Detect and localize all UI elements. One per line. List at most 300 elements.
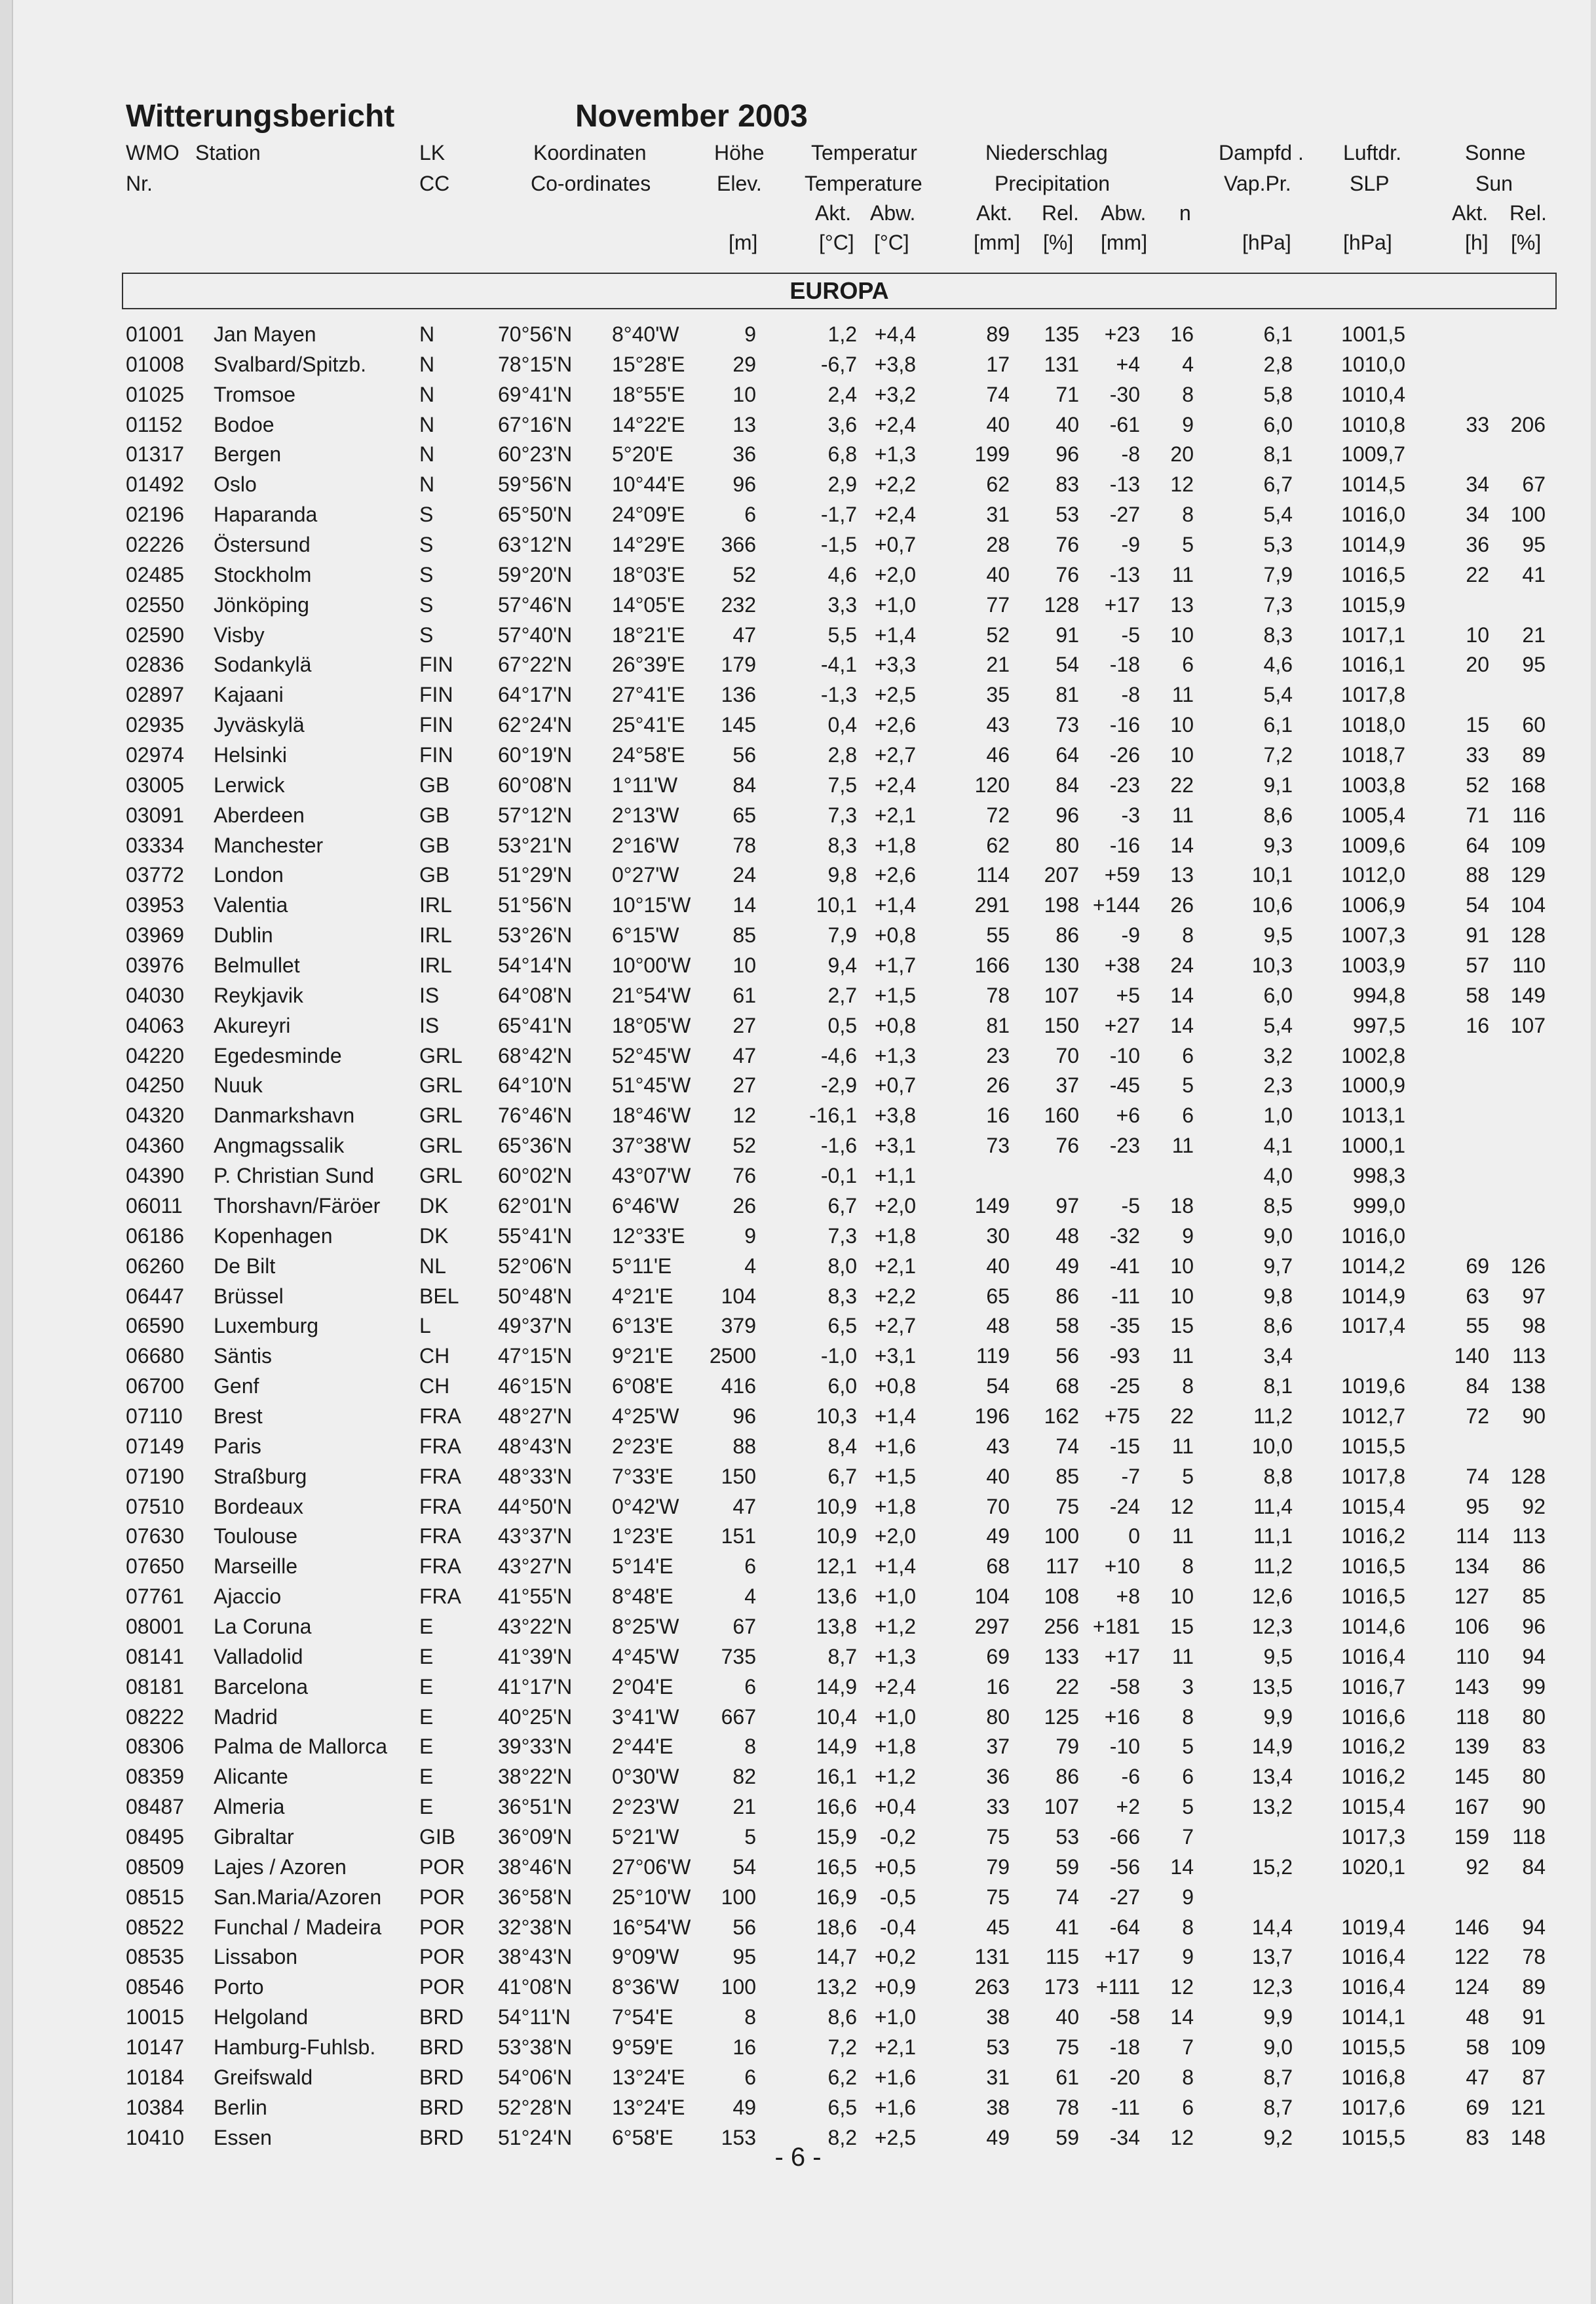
sea-level-pressure-cell: 1014,9 bbox=[1341, 533, 1405, 557]
elevation-cell: 54 bbox=[732, 1854, 756, 1879]
table-row bbox=[0, 978, 1596, 1008]
temp-deviation-cell: -0,5 bbox=[879, 1885, 916, 1909]
sunshine-relative-cell: 118 bbox=[1511, 1824, 1546, 1849]
country-code-cell: E bbox=[419, 1704, 434, 1729]
latitude-cell: 38°46'N bbox=[498, 1854, 573, 1879]
elevation-cell: 29 bbox=[732, 352, 756, 376]
vapour-pressure-cell: 11,1 bbox=[1253, 1524, 1293, 1548]
wmo-number-cell: 07149 bbox=[126, 1434, 184, 1458]
temp-actual-cell: 13,8 bbox=[816, 1614, 857, 1638]
station-name-cell: Berlin bbox=[214, 2095, 267, 2119]
precip-relative-cell: 83 bbox=[1055, 472, 1079, 497]
longitude-cell: 6°15'W bbox=[612, 923, 679, 948]
sunshine-relative-cell: 80 bbox=[1522, 1704, 1546, 1729]
temp-deviation-cell: +1,7 bbox=[874, 953, 916, 978]
temp-deviation-cell: +2,0 bbox=[874, 562, 916, 586]
precip-actual-cell: 55 bbox=[986, 923, 1010, 948]
sunshine-relative-cell: 96 bbox=[1522, 1614, 1546, 1638]
elevation-cell: 153 bbox=[721, 2125, 756, 2149]
country-code-cell: N bbox=[419, 442, 435, 467]
precip-days-cell: 8 bbox=[1182, 1915, 1194, 1939]
precip-actual-cell: 40 bbox=[986, 1254, 1010, 1278]
sunshine-hours-cell: 167 bbox=[1454, 1795, 1489, 1819]
temp-actual-cell: 6,5 bbox=[827, 2095, 857, 2119]
temp-deviation-cell: +2,7 bbox=[874, 1314, 916, 1338]
latitude-cell: 43°27'N bbox=[498, 1554, 573, 1579]
vapour-pressure-cell: 9,3 bbox=[1263, 833, 1293, 857]
sunshine-relative-cell: 98 bbox=[1522, 1314, 1546, 1338]
precip-days-cell: 6 bbox=[1182, 653, 1194, 677]
precip-relative-cell: 76 bbox=[1055, 1134, 1079, 1158]
header-koordinaten: Koordinaten bbox=[533, 141, 647, 164]
vapour-pressure-cell: 1,0 bbox=[1263, 1104, 1293, 1128]
header-slp-unit: [hPa] bbox=[1343, 231, 1392, 254]
precip-relative-cell: 78 bbox=[1055, 2095, 1079, 2119]
station-name-cell: Kopenhagen bbox=[214, 1223, 333, 1248]
sunshine-relative-cell: 80 bbox=[1522, 1765, 1546, 1789]
sunshine-hours-cell: 139 bbox=[1454, 1735, 1489, 1759]
precip-actual-cell: 68 bbox=[986, 1554, 1010, 1579]
precip-days-cell: 10 bbox=[1170, 1284, 1194, 1308]
longitude-cell: 8°40'W bbox=[612, 322, 679, 346]
precip-relative-cell: 130 bbox=[1044, 953, 1079, 978]
header-temp-akt: Akt. bbox=[815, 201, 852, 225]
station-name-cell: Egedesminde bbox=[214, 1043, 342, 1067]
precip-actual-cell: 114 bbox=[976, 863, 1010, 887]
sunshine-hours-cell: 134 bbox=[1454, 1554, 1489, 1579]
temp-deviation-cell: +1,1 bbox=[874, 1164, 916, 1188]
precip-days-cell: 6 bbox=[1182, 1104, 1194, 1128]
station-name-cell: Gibraltar bbox=[214, 1824, 294, 1849]
sea-level-pressure-cell: 1009,7 bbox=[1341, 442, 1405, 467]
latitude-cell: 60°19'N bbox=[498, 743, 573, 767]
sunshine-relative-cell: 95 bbox=[1522, 533, 1546, 557]
elevation-cell: 416 bbox=[721, 1374, 756, 1398]
elevation-cell: 9 bbox=[744, 1223, 756, 1248]
precip-actual-cell: 31 bbox=[986, 2065, 1010, 2089]
latitude-cell: 50°48'N bbox=[498, 1284, 573, 1308]
sea-level-pressure-cell: 1016,5 bbox=[1341, 1554, 1405, 1579]
temp-actual-cell: 14,9 bbox=[816, 1674, 857, 1699]
temp-actual-cell: -1,7 bbox=[820, 503, 857, 527]
vapour-pressure-cell: 4,6 bbox=[1263, 653, 1293, 677]
elevation-cell: 76 bbox=[732, 1164, 756, 1188]
precip-days-cell: 9 bbox=[1182, 1945, 1194, 1969]
station-name-cell: Greifswald bbox=[214, 2065, 313, 2089]
wmo-number-cell: 04250 bbox=[126, 1073, 184, 1098]
sunshine-hours-cell: 34 bbox=[1466, 503, 1489, 527]
station-name-cell: San.Maria/Azoren bbox=[214, 1885, 382, 1909]
longitude-cell: 27°41'E bbox=[612, 683, 685, 707]
country-code-cell: N bbox=[419, 322, 435, 346]
report-month: November 2003 bbox=[575, 99, 808, 134]
station-name-cell: Lissabon bbox=[214, 1945, 298, 1969]
table-row bbox=[0, 1159, 1596, 1189]
temp-deviation-cell: +2,2 bbox=[874, 1284, 916, 1308]
elevation-cell: 61 bbox=[732, 983, 756, 1007]
sunshine-relative-cell: 84 bbox=[1522, 1854, 1546, 1879]
precip-actual-cell: 38 bbox=[986, 2005, 1010, 2029]
precip-deviation-cell: +27 bbox=[1104, 1013, 1140, 1037]
station-name-cell: Akureyri bbox=[214, 1013, 291, 1037]
station-name-cell: Säntis bbox=[214, 1344, 272, 1368]
temp-deviation-cell: +1,4 bbox=[874, 893, 916, 917]
precip-deviation-cell: +23 bbox=[1104, 322, 1140, 346]
station-name-cell: Barcelona bbox=[214, 1674, 309, 1699]
table-row bbox=[0, 1459, 1596, 1489]
station-name-cell: Stockholm bbox=[214, 562, 312, 586]
temp-deviation-cell: +0,5 bbox=[874, 1854, 916, 1879]
precip-deviation-cell: +4 bbox=[1116, 352, 1140, 376]
station-name-cell: Helsinki bbox=[214, 743, 288, 767]
table-row bbox=[0, 1279, 1596, 1309]
precip-actual-cell: 17 bbox=[986, 352, 1010, 376]
longitude-cell: 7°54'E bbox=[612, 2005, 674, 2029]
table-row bbox=[0, 1759, 1596, 1790]
latitude-cell: 48°33'N bbox=[498, 1464, 573, 1488]
longitude-cell: 2°44'E bbox=[612, 1735, 674, 1759]
temp-deviation-cell: +1,0 bbox=[874, 1704, 916, 1729]
latitude-cell: 55°41'N bbox=[498, 1223, 573, 1248]
precip-days-cell: 9 bbox=[1182, 412, 1194, 436]
temp-deviation-cell: +1,0 bbox=[874, 1584, 916, 1609]
sea-level-pressure-cell: 1018,7 bbox=[1341, 743, 1405, 767]
table-row bbox=[0, 1549, 1596, 1579]
vapour-pressure-cell: 9,0 bbox=[1263, 1223, 1293, 1248]
station-name-cell: Toulouse bbox=[214, 1524, 298, 1548]
wmo-number-cell: 03953 bbox=[126, 893, 184, 917]
temp-actual-cell: -0,1 bbox=[820, 1164, 857, 1188]
header-prec-unit-abw: [mm] bbox=[1101, 231, 1148, 254]
precip-days-cell: 14 bbox=[1170, 1854, 1194, 1879]
sea-level-pressure-cell: 1006,9 bbox=[1341, 893, 1405, 917]
wmo-number-cell: 07510 bbox=[126, 1494, 184, 1518]
sunshine-relative-cell: 168 bbox=[1510, 773, 1546, 797]
station-name-cell: Funchal / Madeira bbox=[214, 1915, 382, 1939]
longitude-cell: 51°45'W bbox=[612, 1073, 691, 1098]
vapour-pressure-cell: 10,1 bbox=[1251, 863, 1293, 887]
wmo-number-cell: 04220 bbox=[126, 1043, 184, 1067]
precip-deviation-cell: -3 bbox=[1121, 803, 1140, 827]
sunshine-relative-cell: 89 bbox=[1522, 743, 1546, 767]
wmo-number-cell: 08306 bbox=[126, 1735, 184, 1759]
longitude-cell: 12°33'E bbox=[612, 1223, 685, 1248]
precip-days-cell: 12 bbox=[1170, 2125, 1194, 2149]
precip-deviation-cell: -5 bbox=[1121, 1193, 1140, 1218]
sunshine-relative-cell: 138 bbox=[1510, 1374, 1546, 1398]
precip-deviation-cell: +16 bbox=[1104, 1704, 1140, 1729]
longitude-cell: 13°24'E bbox=[612, 2065, 685, 2089]
sunshine-relative-cell: 67 bbox=[1522, 472, 1546, 497]
latitude-cell: 67°16'N bbox=[498, 412, 573, 436]
sunshine-hours-cell: 127 bbox=[1454, 1584, 1489, 1609]
precip-days-cell: 11 bbox=[1171, 803, 1194, 827]
longitude-cell: 15°28'E bbox=[612, 352, 685, 376]
elevation-cell: 78 bbox=[732, 833, 756, 857]
wmo-number-cell: 08535 bbox=[126, 1945, 184, 1969]
temp-actual-cell: 14,7 bbox=[816, 1945, 857, 1969]
wmo-number-cell: 02196 bbox=[126, 503, 184, 527]
header-temp-unit-abw: [°C] bbox=[874, 231, 909, 254]
sea-level-pressure-cell: 1017,1 bbox=[1341, 623, 1405, 647]
precip-deviation-cell: -26 bbox=[1109, 743, 1140, 767]
temp-actual-cell: 10,3 bbox=[816, 1404, 857, 1428]
precip-relative-cell: 79 bbox=[1055, 1735, 1079, 1759]
temp-actual-cell: 16,5 bbox=[816, 1854, 857, 1879]
precip-days-cell: 9 bbox=[1182, 1223, 1194, 1248]
station-table bbox=[0, 317, 1596, 2150]
sunshine-hours-cell: 145 bbox=[1454, 1765, 1489, 1789]
longitude-cell: 3°41'W bbox=[612, 1704, 679, 1729]
precip-deviation-cell: -23 bbox=[1109, 773, 1140, 797]
country-code-cell: FIN bbox=[419, 683, 453, 707]
temp-actual-cell: 10,1 bbox=[816, 893, 857, 917]
sea-level-pressure-cell: 1010,4 bbox=[1341, 382, 1405, 406]
station-name-cell: Belmullet bbox=[214, 953, 300, 978]
temp-deviation-cell: +1,0 bbox=[874, 2005, 916, 2029]
precip-relative-cell: 96 bbox=[1055, 803, 1079, 827]
vapour-pressure-cell: 9,1 bbox=[1263, 773, 1293, 797]
precip-actual-cell: 263 bbox=[974, 1975, 1010, 1999]
temp-actual-cell: 8,7 bbox=[827, 1644, 857, 1668]
temp-deviation-cell: +2,6 bbox=[874, 713, 916, 737]
precip-actual-cell: 79 bbox=[986, 1854, 1010, 1879]
precip-actual-cell: 297 bbox=[974, 1614, 1010, 1638]
elevation-cell: 84 bbox=[732, 773, 756, 797]
precip-relative-cell: 207 bbox=[1044, 863, 1079, 887]
precip-relative-cell: 150 bbox=[1044, 1013, 1079, 1037]
precip-actual-cell: 40 bbox=[986, 562, 1010, 586]
temp-actual-cell: 1,2 bbox=[827, 322, 857, 346]
sunshine-relative-cell: 128 bbox=[1510, 923, 1546, 948]
precip-actual-cell: 69 bbox=[986, 1644, 1010, 1668]
longitude-cell: 25°41'E bbox=[612, 713, 685, 737]
sunshine-hours-cell: 92 bbox=[1466, 1854, 1489, 1879]
table-row bbox=[0, 1910, 1596, 1940]
header-prec-abw: Abw. bbox=[1101, 201, 1147, 225]
sea-level-pressure-cell: 1012,7 bbox=[1341, 1404, 1405, 1428]
precip-deviation-cell: +17 bbox=[1104, 592, 1140, 617]
wmo-number-cell: 01492 bbox=[126, 472, 184, 497]
vapour-pressure-cell: 8,8 bbox=[1263, 1464, 1293, 1488]
station-name-cell: Madrid bbox=[214, 1704, 278, 1729]
elevation-cell: 24 bbox=[732, 863, 756, 887]
longitude-cell: 10°44'E bbox=[612, 472, 685, 497]
vapour-pressure-cell: 5,4 bbox=[1263, 503, 1293, 527]
sea-level-pressure-cell: 1015,9 bbox=[1341, 592, 1405, 617]
precip-actual-cell: 149 bbox=[974, 1193, 1010, 1218]
temp-deviation-cell: +3,8 bbox=[874, 1104, 916, 1128]
vapour-pressure-cell: 3,2 bbox=[1263, 1043, 1293, 1067]
country-code-cell: E bbox=[419, 1644, 434, 1668]
longitude-cell: 7°33'E bbox=[612, 1464, 674, 1488]
precip-deviation-cell: -45 bbox=[1109, 1073, 1140, 1098]
elevation-cell: 96 bbox=[732, 1404, 756, 1428]
precip-relative-cell: 107 bbox=[1044, 1795, 1079, 1819]
sunshine-relative-cell: 107 bbox=[1510, 1013, 1546, 1037]
vapour-pressure-cell: 7,9 bbox=[1263, 562, 1293, 586]
temp-actual-cell: 3,6 bbox=[827, 412, 857, 436]
sea-level-pressure-cell: 1003,9 bbox=[1341, 953, 1405, 978]
elevation-cell: 65 bbox=[732, 803, 756, 827]
wmo-number-cell: 02974 bbox=[126, 743, 184, 767]
temp-actual-cell: -1,5 bbox=[820, 533, 857, 557]
longitude-cell: 1°11'W bbox=[612, 773, 678, 797]
sea-level-pressure-cell: 994,8 bbox=[1352, 983, 1405, 1007]
elevation-cell: 10 bbox=[732, 953, 756, 978]
latitude-cell: 41°17'N bbox=[498, 1674, 573, 1699]
station-name-cell: Thorshavn/Färöer bbox=[214, 1193, 381, 1218]
precip-deviation-cell: +75 bbox=[1104, 1404, 1140, 1428]
temp-deviation-cell: +3,1 bbox=[874, 1134, 916, 1158]
latitude-cell: 41°08'N bbox=[498, 1975, 573, 1999]
header-hoehe: Höhe bbox=[714, 141, 765, 164]
longitude-cell: 14°29'E bbox=[612, 533, 685, 557]
sunshine-relative-cell: 100 bbox=[1510, 503, 1546, 527]
header-niederschlag: Niederschlag bbox=[985, 141, 1108, 164]
elevation-cell: 100 bbox=[721, 1975, 756, 1999]
station-name-cell: Porto bbox=[214, 1975, 264, 1999]
precip-actual-cell: 70 bbox=[986, 1494, 1010, 1518]
header-sun-akt: Akt. bbox=[1452, 201, 1489, 225]
latitude-cell: 38°43'N bbox=[498, 1945, 573, 1969]
temp-actual-cell: 9,8 bbox=[827, 863, 857, 887]
precip-relative-cell: 53 bbox=[1055, 1824, 1079, 1849]
vapour-pressure-cell: 12,6 bbox=[1251, 1584, 1293, 1609]
country-code-cell: IS bbox=[419, 1013, 440, 1037]
temp-actual-cell: 7,2 bbox=[827, 2035, 857, 2059]
precip-actual-cell: 16 bbox=[986, 1104, 1010, 1128]
station-name-cell: Hamburg-Fuhlsb. bbox=[214, 2035, 376, 2059]
temp-actual-cell: 13,2 bbox=[816, 1975, 857, 1999]
station-name-cell: Manchester bbox=[214, 833, 324, 857]
longitude-cell: 4°25'W bbox=[612, 1404, 679, 1428]
sea-level-pressure-cell: 1010,0 bbox=[1341, 352, 1405, 376]
elevation-cell: 8 bbox=[744, 2005, 756, 2029]
country-code-cell: BRD bbox=[419, 2035, 464, 2059]
precip-days-cell: 6 bbox=[1182, 1765, 1194, 1789]
precip-days-cell: 22 bbox=[1170, 773, 1194, 797]
sea-level-pressure-cell: 1015,4 bbox=[1341, 1494, 1405, 1518]
temp-actual-cell: 16,6 bbox=[816, 1795, 857, 1819]
temp-deviation-cell: +2,1 bbox=[874, 803, 916, 827]
latitude-cell: 54°11'N bbox=[498, 2005, 571, 2029]
station-name-cell: Bodoe bbox=[214, 412, 275, 436]
longitude-cell: 43°07'W bbox=[612, 1164, 691, 1188]
sunshine-hours-cell: 33 bbox=[1466, 412, 1489, 436]
sunshine-relative-cell: 92 bbox=[1522, 1494, 1546, 1518]
precip-days-cell: 8 bbox=[1182, 923, 1194, 948]
precip-days-cell: 15 bbox=[1170, 1614, 1194, 1638]
country-code-cell: BRD bbox=[419, 2125, 464, 2149]
sunshine-hours-cell: 159 bbox=[1454, 1824, 1489, 1849]
sunshine-hours-cell: 118 bbox=[1455, 1704, 1489, 1729]
precip-deviation-cell: +144 bbox=[1092, 893, 1140, 917]
precip-deviation-cell: -9 bbox=[1121, 923, 1140, 948]
table-row bbox=[0, 1640, 1596, 1670]
sunshine-hours-cell: 124 bbox=[1454, 1975, 1489, 1999]
table-row bbox=[0, 1700, 1596, 1730]
temp-actual-cell: 6,2 bbox=[827, 2065, 857, 2089]
header-coordinates: Co-ordinates bbox=[531, 172, 651, 195]
sea-level-pressure-cell: 1017,8 bbox=[1341, 683, 1405, 707]
latitude-cell: 53°38'N bbox=[498, 2035, 573, 2059]
station-name-cell: Sodankylä bbox=[214, 653, 312, 677]
vapour-pressure-cell: 5,4 bbox=[1263, 683, 1293, 707]
vapour-pressure-cell: 7,2 bbox=[1263, 743, 1293, 767]
wmo-number-cell: 03976 bbox=[126, 953, 184, 978]
temp-deviation-cell: +1,3 bbox=[874, 1043, 916, 1067]
vapour-pressure-cell: 2,8 bbox=[1263, 352, 1293, 376]
station-name-cell: Essen bbox=[214, 2125, 272, 2149]
country-code-cell: CH bbox=[419, 1344, 450, 1368]
elevation-cell: 232 bbox=[721, 592, 756, 617]
vapour-pressure-cell: 4,0 bbox=[1263, 1164, 1293, 1188]
table-row bbox=[0, 1249, 1596, 1279]
sunshine-hours-cell: 64 bbox=[1466, 833, 1489, 857]
table-row bbox=[0, 1609, 1596, 1640]
temp-deviation-cell: +1,6 bbox=[874, 1434, 916, 1458]
sunshine-relative-cell: 97 bbox=[1522, 1284, 1546, 1308]
precip-actual-cell: 43 bbox=[986, 1434, 1010, 1458]
precip-deviation-cell: -32 bbox=[1109, 1223, 1140, 1248]
temp-deviation-cell: +2,2 bbox=[874, 472, 916, 497]
sunshine-hours-cell: 122 bbox=[1454, 1945, 1489, 1969]
elevation-cell: 104 bbox=[721, 1284, 756, 1308]
precip-deviation-cell: +5 bbox=[1116, 983, 1140, 1007]
precip-relative-cell: 74 bbox=[1055, 1885, 1079, 1909]
header-wmo: WMO bbox=[126, 141, 180, 164]
precip-deviation-cell: -7 bbox=[1121, 1464, 1140, 1488]
temp-actual-cell: 7,5 bbox=[827, 773, 857, 797]
latitude-cell: 52°28'N bbox=[498, 2095, 573, 2119]
header-cc: CC bbox=[419, 172, 450, 195]
longitude-cell: 5°14'E bbox=[612, 1554, 674, 1579]
sunshine-relative-cell: 94 bbox=[1522, 1644, 1546, 1668]
temp-actual-cell: 15,9 bbox=[816, 1824, 857, 1849]
station-name-cell: Lajes / Azoren bbox=[214, 1854, 347, 1879]
vapour-pressure-cell: 10,0 bbox=[1251, 1434, 1293, 1458]
elevation-cell: 13 bbox=[732, 412, 756, 436]
sea-level-pressure-cell: 1014,6 bbox=[1341, 1614, 1405, 1638]
sea-level-pressure-cell: 1016,1 bbox=[1341, 653, 1405, 677]
header-vappr: Vap.Pr. bbox=[1224, 172, 1291, 195]
sunshine-hours-cell: 34 bbox=[1466, 472, 1489, 497]
longitude-cell: 10°00'W bbox=[612, 953, 691, 978]
latitude-cell: 67°22'N bbox=[498, 653, 573, 677]
sunshine-hours-cell: 91 bbox=[1466, 923, 1489, 948]
sunshine-hours-cell: 57 bbox=[1466, 953, 1489, 978]
sunshine-relative-cell: 104 bbox=[1510, 893, 1546, 917]
vapour-pressure-cell: 9,9 bbox=[1263, 2005, 1293, 2029]
longitude-cell: 5°21'W bbox=[612, 1824, 679, 1849]
sunshine-relative-cell: 110 bbox=[1511, 953, 1546, 978]
table-row bbox=[0, 678, 1596, 708]
precip-relative-cell: 71 bbox=[1055, 382, 1079, 406]
precip-relative-cell: 75 bbox=[1055, 1494, 1079, 1518]
precip-actual-cell: 75 bbox=[986, 1885, 1010, 1909]
country-code-cell: FIN bbox=[419, 653, 453, 677]
precip-days-cell: 5 bbox=[1182, 1735, 1194, 1759]
sea-level-pressure-cell: 999,0 bbox=[1352, 1193, 1405, 1218]
temp-deviation-cell: +1,5 bbox=[874, 1464, 916, 1488]
precip-relative-cell: 22 bbox=[1055, 1674, 1079, 1699]
longitude-cell: 26°39'E bbox=[612, 653, 685, 677]
precip-deviation-cell: -18 bbox=[1109, 2035, 1140, 2059]
precip-actual-cell: 33 bbox=[986, 1795, 1010, 1819]
longitude-cell: 6°08'E bbox=[612, 1374, 674, 1398]
sunshine-hours-cell: 63 bbox=[1466, 1284, 1489, 1308]
